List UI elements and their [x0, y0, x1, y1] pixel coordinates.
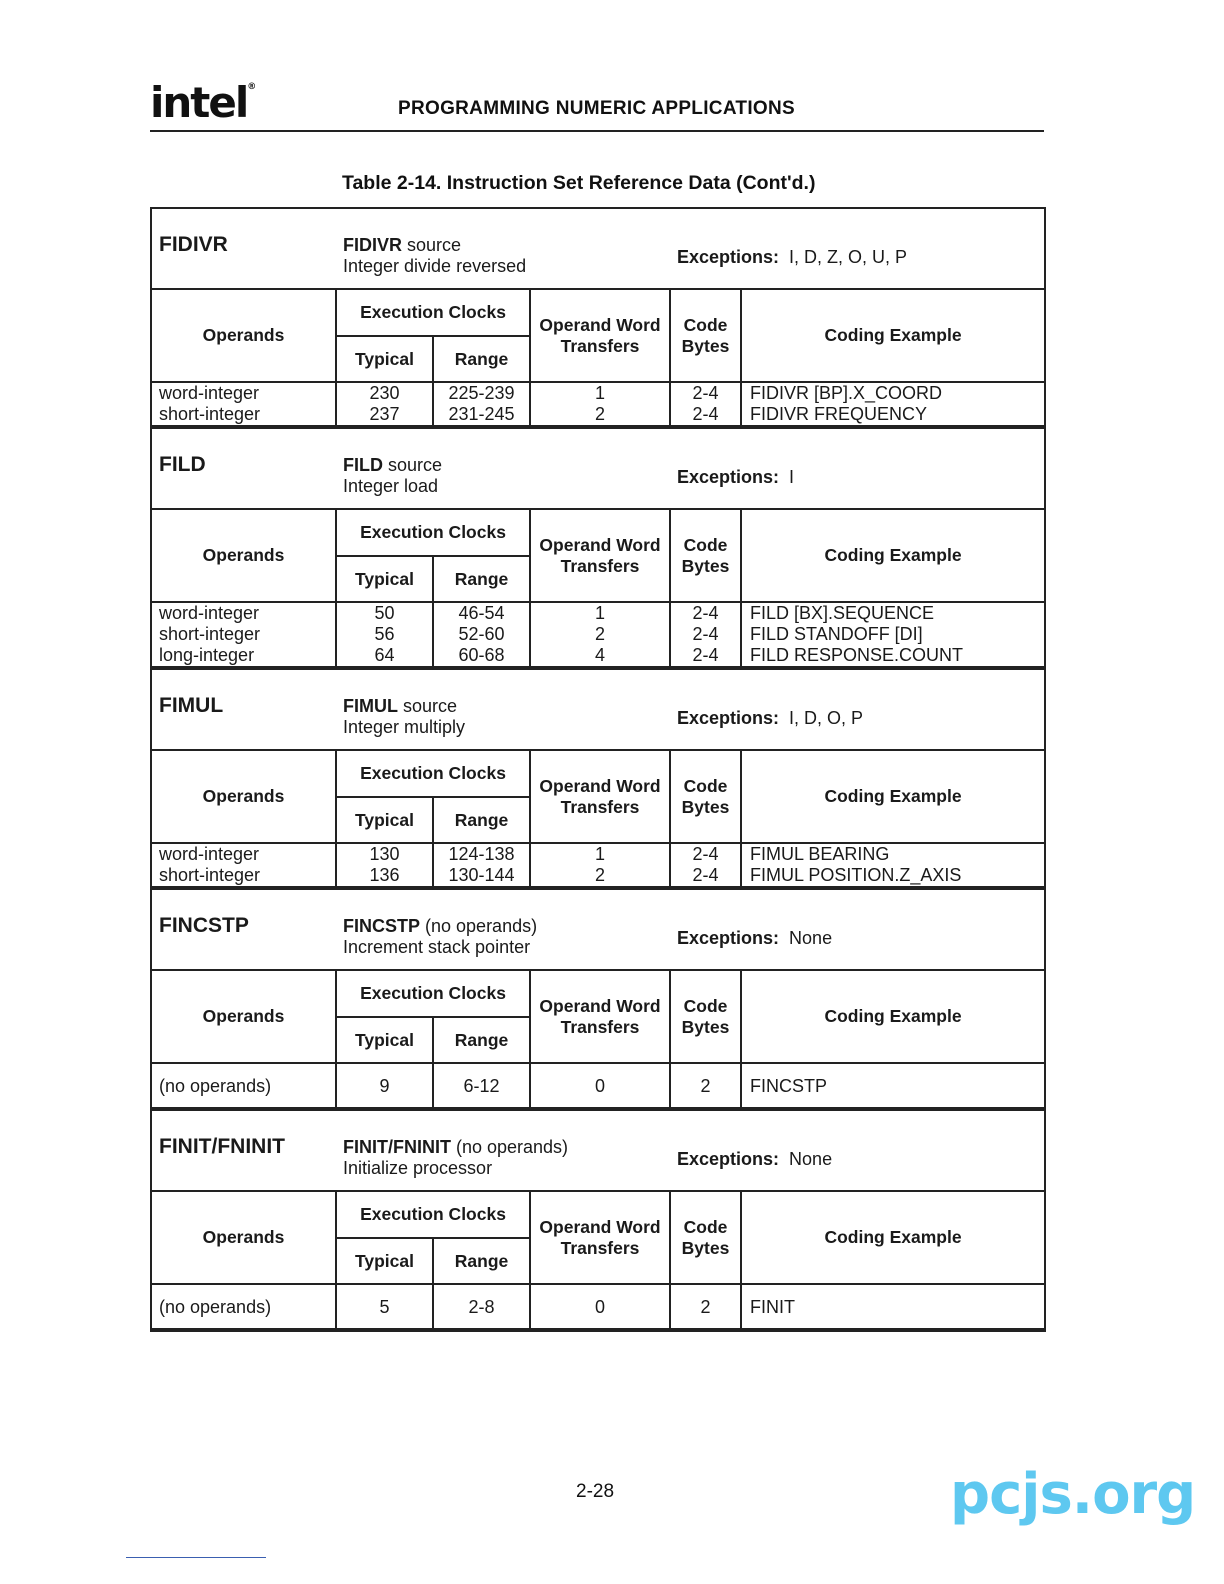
bytes-cell-value: 2-4	[692, 865, 719, 885]
instruction-mnemonic: FIDIVR	[159, 233, 228, 256]
bytes-cell-value: 2	[700, 1297, 711, 1317]
bytes-cell-value: 2-4	[692, 603, 719, 623]
instruction-header	[152, 670, 1044, 751]
typical-header: Typical	[336, 1017, 433, 1063]
bytes-cell	[670, 602, 741, 667]
range-cell	[433, 843, 530, 887]
reference-table	[150, 207, 1046, 1332]
bytes-cell-value: 2-4	[692, 645, 719, 665]
table-row	[152, 602, 1044, 667]
transfers-header-line1: Operand Word	[539, 775, 661, 796]
typical-cell	[336, 1063, 433, 1108]
execution-clocks-header: Execution Clocks	[336, 1192, 530, 1238]
pcjs-watermark: pcjs.org	[950, 1462, 1196, 1527]
exceptions-value: I, D, O, P	[789, 708, 864, 728]
typical-cell	[336, 602, 433, 667]
transfers-header-line2: Transfers	[560, 1016, 640, 1037]
instruction-mnemonic: FINCSTP	[159, 914, 249, 937]
example-cell	[741, 602, 1044, 667]
transfers-cell	[530, 382, 670, 426]
transfers-header-line2: Transfers	[560, 1237, 640, 1258]
operands-header: Operands	[152, 751, 336, 843]
typical-cell-value: 9	[379, 1076, 390, 1096]
section-rule	[152, 1330, 1044, 1332]
example-cell	[741, 843, 1044, 887]
syntax-keyword: FINCSTP	[343, 916, 421, 936]
coding-example-header: Coding Example	[741, 971, 1044, 1063]
range-header: Range	[433, 336, 530, 382]
transfers-header	[530, 971, 670, 1063]
example-cell-value: FIDIVR FREQUENCY	[750, 404, 928, 424]
instruction-header	[152, 429, 1044, 510]
operands-header: Operands	[152, 510, 336, 602]
range-cell-value: 130-144	[448, 865, 515, 885]
transfers-cell	[530, 602, 670, 667]
range-cell-value: 46-54	[458, 603, 505, 623]
timing-table	[152, 510, 1044, 668]
example-cell	[741, 382, 1044, 426]
transfers-cell-value: 1	[595, 383, 606, 403]
operand-cell-value: (no operands)	[159, 1076, 272, 1096]
instruction-description: Integer multiply	[343, 717, 466, 737]
typical-cell-value: 5	[379, 1297, 390, 1317]
exceptions	[677, 1149, 832, 1170]
transfers-header-line1: Operand Word	[539, 534, 661, 555]
transfers-cell-value: 4	[595, 645, 606, 665]
exceptions-label: Exceptions:	[677, 928, 780, 948]
code-bytes-header-line2: Bytes	[681, 555, 730, 576]
instruction-syntax	[343, 1137, 568, 1179]
operand-cell-value: long-integer	[159, 645, 255, 665]
instruction-header	[152, 890, 1044, 971]
syntax-rest: source	[402, 235, 462, 255]
range-cell-value: 52-60	[458, 624, 505, 644]
registered-mark: ®	[247, 82, 257, 92]
operands-header: Operands	[152, 290, 336, 382]
bytes-cell	[670, 1284, 741, 1329]
transfers-cell-value: 0	[595, 1076, 606, 1096]
example-cell-value: FIDIVR [BP].X_COORD	[750, 383, 943, 403]
range-header: Range	[433, 1238, 530, 1284]
bytes-cell-value: 2-4	[692, 404, 719, 424]
transfers-cell-value: 0	[595, 1297, 606, 1317]
bytes-cell-value: 2-4	[692, 383, 719, 403]
syntax-rest: source	[383, 455, 443, 475]
exceptions-label: Exceptions:	[677, 467, 780, 487]
transfers-header	[530, 1192, 670, 1284]
code-bytes-header-line1: Code	[683, 1216, 728, 1237]
bytes-cell	[670, 1063, 741, 1108]
code-bytes-header	[670, 290, 741, 382]
bytes-cell	[670, 843, 741, 887]
table-row	[152, 1063, 1044, 1108]
example-cell-value: FIMUL POSITION.Z_AXIS	[750, 865, 962, 885]
execution-clocks-header: Execution Clocks	[336, 290, 530, 336]
range-cell-value: 231-245	[448, 404, 515, 424]
syntax-keyword: FILD	[343, 455, 383, 475]
example-cell-value: FINIT	[750, 1297, 796, 1317]
typical-cell	[336, 382, 433, 426]
range-cell-value: 225-239	[448, 383, 515, 403]
code-bytes-header-line1: Code	[683, 775, 728, 796]
instruction-header	[152, 1111, 1044, 1192]
syntax-keyword: FIDIVR	[343, 235, 403, 255]
timing-table	[152, 290, 1044, 427]
code-bytes-header	[670, 1192, 741, 1284]
instruction-syntax	[343, 696, 465, 738]
instruction-description: Initialize processor	[343, 1158, 493, 1178]
syntax-rest: source	[397, 696, 458, 716]
transfers-cell-value: 2	[595, 865, 606, 885]
operand-cell-value: short-integer	[159, 624, 261, 644]
operand-cell	[152, 1284, 336, 1329]
typical-cell-value: 230	[369, 383, 400, 403]
syntax-rest: (no operands)	[420, 916, 538, 936]
operand-cell-value: word-integer	[159, 383, 260, 403]
coding-example-header: Coding Example	[741, 751, 1044, 843]
example-cell-value: FILD RESPONSE.COUNT	[750, 645, 964, 665]
range-cell-value: 60-68	[458, 645, 505, 665]
bytes-cell-value: 2	[700, 1076, 711, 1096]
operands-header: Operands	[152, 1192, 336, 1284]
code-bytes-header-line1: Code	[683, 995, 728, 1016]
bytes-cell-value: 2-4	[692, 844, 719, 864]
instruction-syntax	[343, 235, 526, 277]
transfers-cell-value: 1	[595, 844, 606, 864]
example-cell-value: FILD STANDOFF [DI]	[750, 624, 923, 644]
typical-cell-value: 130	[369, 844, 400, 864]
typical-header: Typical	[336, 336, 433, 382]
typical-cell-value: 56	[374, 624, 395, 644]
transfers-header-line2: Transfers	[560, 335, 640, 356]
exceptions	[677, 928, 832, 949]
coding-example-header: Coding Example	[741, 290, 1044, 382]
transfers-header	[530, 290, 670, 382]
transfers-header	[530, 751, 670, 843]
example-cell-value: FINCSTP	[750, 1076, 828, 1096]
exceptions	[677, 467, 794, 488]
transfers-cell-value: 2	[595, 624, 606, 644]
transfers-header	[530, 510, 670, 602]
syntax-keyword: FIMUL	[343, 696, 398, 716]
timing-table	[152, 971, 1044, 1109]
transfers-header-line1: Operand Word	[539, 1216, 661, 1237]
transfers-header-line2: Transfers	[560, 796, 640, 817]
instruction-mnemonic: FINIT/FNINIT	[159, 1135, 285, 1158]
code-bytes-header-line1: Code	[683, 534, 728, 555]
execution-clocks-header: Execution Clocks	[336, 751, 530, 797]
instruction-description: Integer load	[343, 476, 439, 496]
timing-table	[152, 1192, 1044, 1330]
instruction-header	[152, 209, 1044, 290]
typical-cell-value: 64	[374, 645, 395, 665]
operand-cell	[152, 602, 336, 667]
running-head: PROGRAMMING NUMERIC APPLICATIONS	[398, 98, 795, 119]
code-bytes-header	[670, 971, 741, 1063]
code-bytes-header-line2: Bytes	[681, 1237, 730, 1258]
transfers-cell	[530, 1284, 670, 1329]
coding-example-header: Coding Example	[741, 1192, 1044, 1284]
transfers-header-line1: Operand Word	[539, 314, 661, 335]
operand-cell	[152, 843, 336, 887]
transfers-cell	[530, 1063, 670, 1108]
range-cell	[433, 1284, 530, 1329]
range-header: Range	[433, 1017, 530, 1063]
example-cell-value: FIMUL BEARING	[750, 844, 890, 864]
typical-header: Typical	[336, 797, 433, 843]
typical-cell-value: 50	[374, 603, 395, 623]
instruction-syntax	[343, 916, 537, 958]
table-row	[152, 843, 1044, 887]
operand-cell-value: (no operands)	[159, 1297, 272, 1317]
typical-header: Typical	[336, 1238, 433, 1284]
exceptions-value: None	[789, 1149, 833, 1169]
example-cell-value: FILD [BX].SEQUENCE	[750, 603, 935, 623]
typical-cell	[336, 843, 433, 887]
operand-cell-value: word-integer	[159, 603, 260, 623]
execution-clocks-header: Execution Clocks	[336, 510, 530, 556]
table-row	[152, 382, 1044, 426]
exceptions-label: Exceptions:	[677, 708, 780, 728]
range-cell	[433, 1063, 530, 1108]
code-bytes-header-line1: Code	[683, 314, 728, 335]
bytes-cell-value: 2-4	[692, 624, 719, 644]
operand-cell	[152, 1063, 336, 1108]
operand-cell-value: word-integer	[159, 844, 260, 864]
exceptions-label: Exceptions:	[677, 247, 780, 267]
typical-cell	[336, 1284, 433, 1329]
range-cell	[433, 382, 530, 426]
transfers-cell-value: 1	[595, 603, 606, 623]
range-header: Range	[433, 556, 530, 602]
instruction-description: Integer divide reversed	[343, 256, 527, 276]
transfers-header-line2: Transfers	[560, 555, 640, 576]
example-cell	[741, 1063, 1044, 1108]
page-number: 2-28	[576, 1481, 615, 1502]
exceptions-label: Exceptions:	[677, 1149, 780, 1169]
operands-header: Operands	[152, 971, 336, 1063]
operand-cell-value: short-integer	[159, 865, 261, 885]
execution-clocks-header: Execution Clocks	[336, 971, 530, 1017]
footer-line	[126, 1557, 266, 1558]
typical-cell-value: 237	[369, 404, 400, 424]
instruction-mnemonic: FIMUL	[159, 694, 224, 717]
range-cell-value: 2-8	[468, 1297, 495, 1317]
code-bytes-header	[670, 510, 741, 602]
exceptions	[677, 708, 863, 729]
instruction-syntax	[343, 455, 442, 497]
operand-cell-value: short-integer	[159, 404, 261, 424]
header-rule	[150, 130, 1044, 132]
instruction-description: Increment stack pointer	[343, 937, 531, 957]
exceptions	[677, 247, 907, 268]
transfers-cell	[530, 843, 670, 887]
table-row	[152, 1284, 1044, 1329]
operand-cell	[152, 382, 336, 426]
code-bytes-header-line2: Bytes	[681, 796, 730, 817]
typical-cell-value: 136	[369, 865, 400, 885]
bytes-cell	[670, 382, 741, 426]
coding-example-header: Coding Example	[741, 510, 1044, 602]
intel-logo: intel®	[150, 78, 257, 127]
syntax-rest: (no operands)	[450, 1137, 569, 1157]
exceptions-value: None	[789, 928, 833, 948]
syntax-keyword: FINIT/FNINIT	[343, 1137, 451, 1157]
code-bytes-header-line2: Bytes	[681, 1016, 730, 1037]
code-bytes-header-line2: Bytes	[681, 335, 730, 356]
exceptions-value: I, D, Z, O, U, P	[789, 247, 908, 267]
code-bytes-header	[670, 751, 741, 843]
transfers-header-line1: Operand Word	[539, 995, 661, 1016]
timing-table	[152, 751, 1044, 888]
range-cell	[433, 602, 530, 667]
typical-header: Typical	[336, 556, 433, 602]
range-header: Range	[433, 797, 530, 843]
table-title: Table 2-14. Instruction Set Reference Data (Cont'd.)	[342, 172, 816, 194]
example-cell	[741, 1284, 1044, 1329]
range-cell-value: 124-138	[448, 844, 515, 864]
instruction-mnemonic: FILD	[159, 453, 206, 476]
range-cell-value: 6-12	[463, 1076, 500, 1096]
exceptions-value: I	[789, 467, 795, 487]
transfers-cell-value: 2	[595, 404, 606, 424]
